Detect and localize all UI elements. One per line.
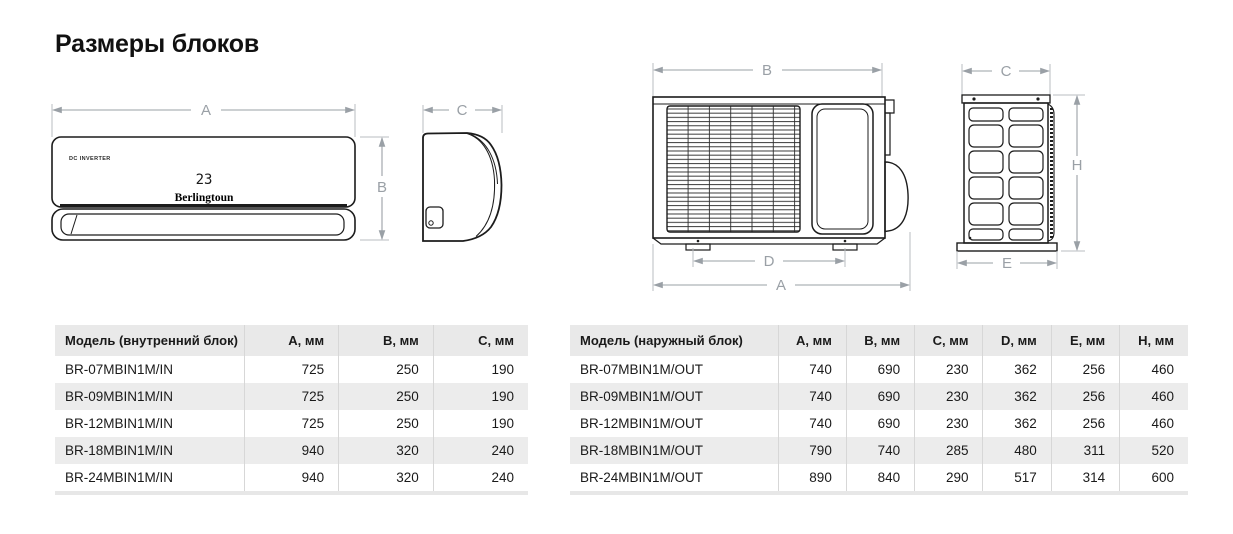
- dimension-b-height: [360, 137, 389, 240]
- dimension-value-cell: 600: [1120, 464, 1188, 491]
- dim-label-d: D: [763, 253, 775, 270]
- table-row: [55, 410, 528, 437]
- model-cell: BR-09MBIN1M/IN: [65, 389, 174, 404]
- dim-label-c: C: [1000, 63, 1012, 80]
- model-cell: BR-07MBIN1M/OUT: [580, 362, 704, 377]
- outdoor-side-svg: [935, 58, 1095, 295]
- table-row: [55, 437, 528, 464]
- dimension-value-cell: 311: [1051, 437, 1119, 464]
- outdoor-dimensions-table: [570, 325, 1188, 491]
- column-header: B, мм: [846, 325, 914, 356]
- dc-inverter-label: DC INVERTER: [69, 156, 111, 162]
- model-cell: BR-09MBIN1M/OUT: [580, 389, 704, 404]
- dimension-value-cell: 240: [433, 437, 528, 464]
- dimension-a-overall: [653, 232, 910, 294]
- dimension-b-width: [653, 62, 882, 97]
- table-row: [55, 464, 528, 491]
- dimension-value-cell: 362: [983, 410, 1051, 437]
- dimension-value-cell: 940: [244, 464, 339, 491]
- dimension-value-cell: 230: [915, 383, 983, 410]
- table-row: [55, 356, 528, 383]
- dimension-value-cell: 517: [983, 464, 1051, 491]
- dimension-value-cell: 690: [846, 383, 914, 410]
- column-header: D, мм: [983, 325, 1051, 356]
- column-header: B, мм: [339, 325, 434, 356]
- dimension-c-depth: [962, 63, 1050, 95]
- model-cell: BR-24MBIN1M/OUT: [580, 470, 704, 485]
- dimension-value-cell: 740: [778, 410, 846, 437]
- dimension-c-depth: [423, 102, 502, 133]
- dimension-value-cell: 840: [846, 464, 914, 491]
- temperature-display: 23: [195, 172, 213, 188]
- column-header: Модель (наружный блок): [570, 325, 778, 356]
- dim-label-e: E: [1001, 255, 1013, 272]
- dimension-value-cell: 250: [339, 356, 434, 383]
- dimension-value-cell: 314: [1051, 464, 1119, 491]
- dimension-value-cell: 460: [1120, 356, 1188, 383]
- column-header: H, мм: [1120, 325, 1188, 356]
- column-header: Модель (внутренний блок): [55, 325, 244, 356]
- dim-label-a: A: [200, 102, 212, 119]
- indoor-unit-side-drawing: [405, 100, 515, 253]
- dimension-value-cell: 725: [244, 383, 339, 410]
- dimension-value-cell: 725: [244, 356, 339, 383]
- column-header: E, мм: [1051, 325, 1119, 356]
- dimension-value-cell: 256: [1051, 383, 1119, 410]
- dim-label-b: B: [376, 179, 388, 196]
- dimension-value-cell: 790: [778, 437, 846, 464]
- dimension-value-cell: 480: [983, 437, 1051, 464]
- dimension-value-cell: 740: [778, 383, 846, 410]
- page-title: Размеры блоков: [55, 30, 259, 58]
- outdoor-unit-front-drawing: [645, 58, 912, 300]
- outdoor-table-section: [570, 325, 1188, 495]
- dimension-value-cell: 690: [846, 356, 914, 383]
- dim-label-b: B: [761, 62, 773, 79]
- dimension-value-cell: 256: [1051, 356, 1119, 383]
- indoor-dimensions-table: [55, 325, 528, 491]
- model-cell: BR-07MBIN1M/IN: [65, 362, 174, 377]
- dimension-value-cell: 240: [433, 464, 528, 491]
- dimension-h-height: [1053, 95, 1085, 251]
- model-cell: BR-12MBIN1M/OUT: [580, 416, 704, 431]
- column-header: A, мм: [244, 325, 339, 356]
- dimension-value-cell: 190: [433, 356, 528, 383]
- dim-label-a: A: [775, 277, 787, 294]
- dimension-value-cell: 940: [244, 437, 339, 464]
- dimension-value-cell: 190: [433, 410, 528, 437]
- indoor-side-svg: [405, 100, 515, 248]
- dimension-value-cell: 890: [778, 464, 846, 491]
- outdoor-front-svg: [645, 58, 912, 295]
- dimension-value-cell: 362: [983, 356, 1051, 383]
- model-cell: BR-18MBIN1M/IN: [65, 443, 174, 458]
- vent-slots: [969, 108, 1043, 240]
- indoor-table-section: [55, 325, 528, 495]
- table-row: [570, 383, 1188, 410]
- dimension-value-cell: 230: [915, 356, 983, 383]
- dimension-value-cell: 460: [1120, 383, 1188, 410]
- dimension-value-cell: 725: [244, 410, 339, 437]
- dimension-value-cell: 230: [915, 410, 983, 437]
- column-header: C, мм: [915, 325, 983, 356]
- table-bottom-strip: [570, 491, 1188, 495]
- column-header: C, мм: [433, 325, 528, 356]
- dimension-value-cell: 362: [983, 383, 1051, 410]
- dimension-value-cell: 520: [1120, 437, 1188, 464]
- dimension-value-cell: 460: [1120, 410, 1188, 437]
- dimension-value-cell: 250: [339, 383, 434, 410]
- dimension-value-cell: 285: [915, 437, 983, 464]
- table-row: [570, 437, 1188, 464]
- indoor-front-svg: [48, 100, 393, 248]
- table-row: [55, 383, 528, 410]
- dimension-value-cell: 740: [846, 437, 914, 464]
- dimension-value-cell: 690: [846, 410, 914, 437]
- dimension-value-cell: 320: [339, 437, 434, 464]
- column-header: A, мм: [778, 325, 846, 356]
- brand-label: Berlingtoun: [174, 192, 234, 204]
- dim-label-h: H: [1071, 157, 1083, 174]
- dimension-a-width: [52, 102, 355, 137]
- model-cell: BR-24MBIN1M/IN: [65, 470, 174, 485]
- dim-label-c: C: [456, 102, 468, 119]
- dimension-value-cell: 190: [433, 383, 528, 410]
- outdoor-unit-side-drawing: [935, 58, 1095, 300]
- dimension-value-cell: 256: [1051, 410, 1119, 437]
- dimension-d-feet: [693, 248, 845, 270]
- dimension-value-cell: 320: [339, 464, 434, 491]
- model-cell: BR-12MBIN1M/IN: [65, 416, 174, 431]
- table-header-row: [570, 325, 1188, 356]
- table-row: [570, 356, 1188, 383]
- dimension-e-base: [957, 251, 1057, 272]
- dimension-value-cell: 740: [778, 356, 846, 383]
- table-row: [570, 464, 1188, 491]
- table-header-row: [55, 325, 528, 356]
- dimension-value-cell: 250: [339, 410, 434, 437]
- indoor-unit-front-drawing: [48, 100, 393, 253]
- dimension-value-cell: 290: [915, 464, 983, 491]
- table-row: [570, 410, 1188, 437]
- model-cell: BR-18MBIN1M/OUT: [580, 443, 704, 458]
- table-bottom-strip: [55, 491, 528, 495]
